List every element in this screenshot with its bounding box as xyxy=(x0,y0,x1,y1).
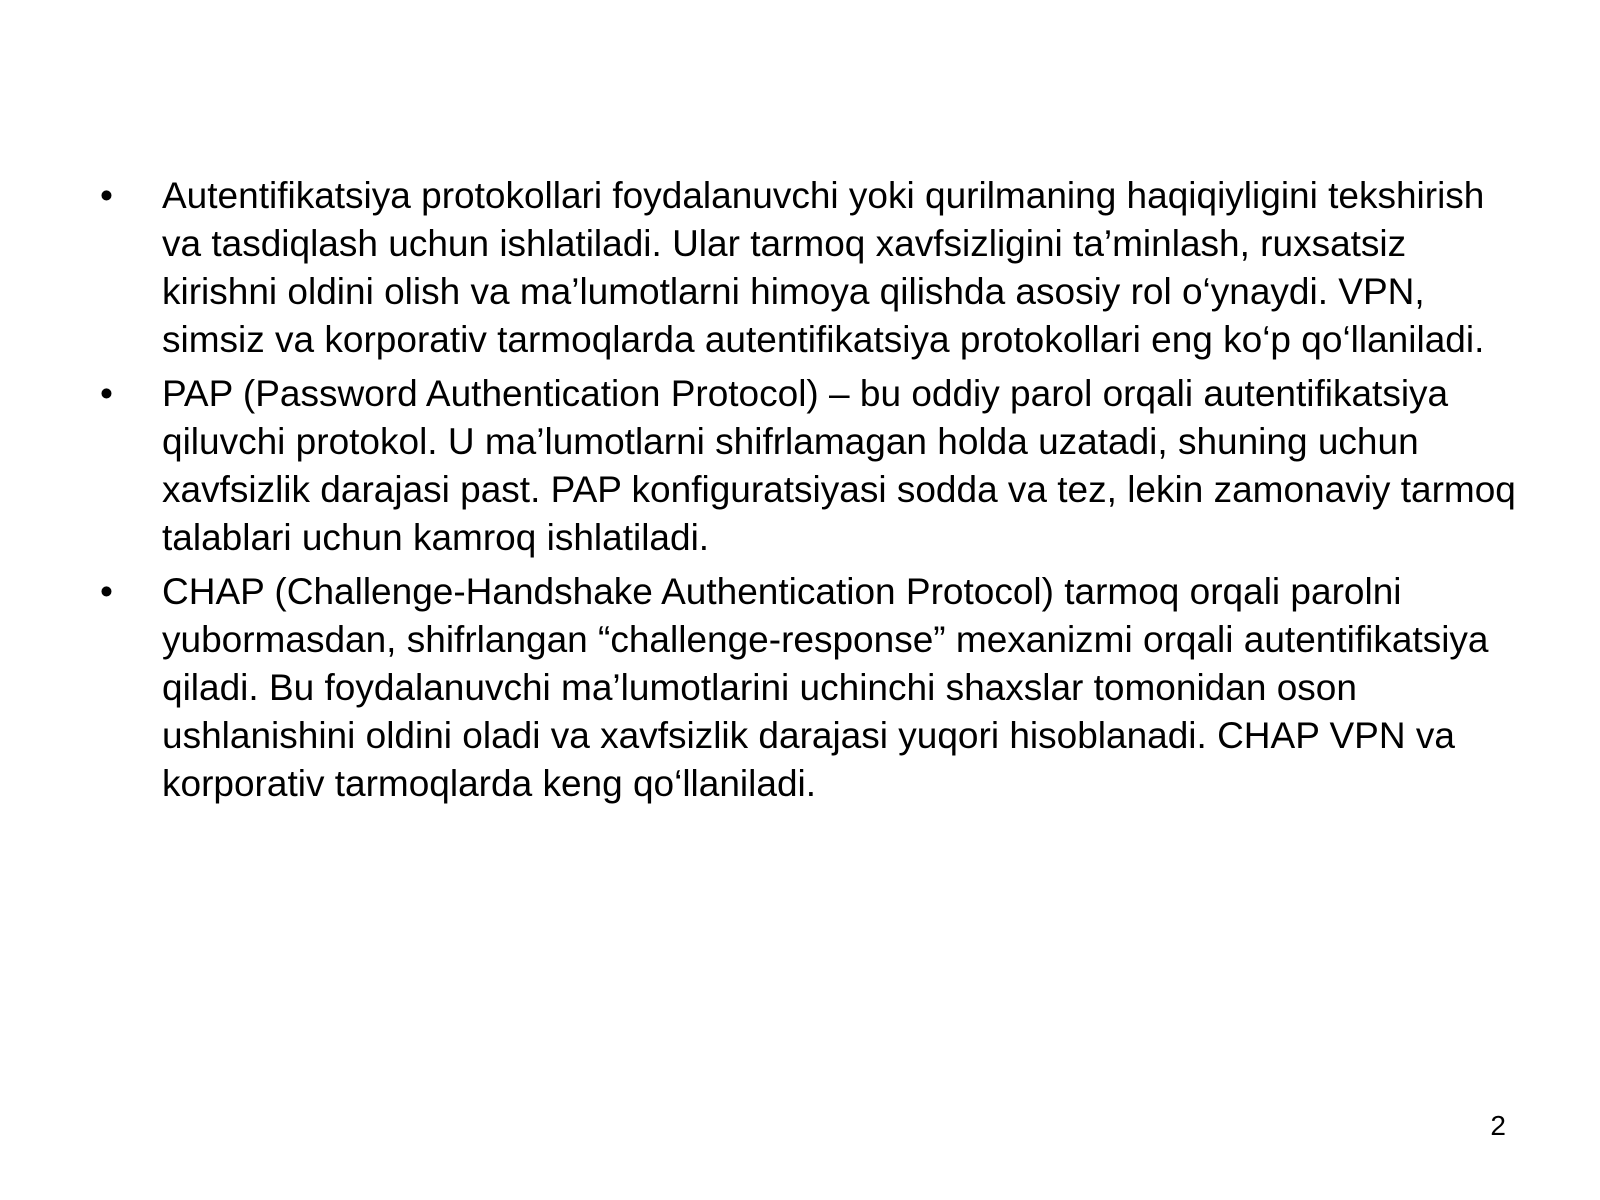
bullet-icon: • xyxy=(100,175,113,216)
bullet-item-authentication-protocols xyxy=(100,172,1520,364)
bullet-text: CHAP (Challenge-Handshake Authentication Protocol) tarmoq orqali parolni yubormasdan, shifrlangan “challenge-response” mexanizmi orqali autentifikatsiya qiladi. Bu foydalanuvchi ma’lumotlarini uchinchi shaxslar tomonidan oson ushlanishini oldini oladi va xavfsizlik darajasi yuqori hisoblanadi. CHAP VPN va korporativ tarmoqlarda keng qo‘llaniladi. xyxy=(162,571,1489,804)
bullet-text: PAP (Password Authentication Protocol) – bu oddiy parol orqali autentifikatsiya qiluvchi protokol. U ma’lumotlarni shifrlamagan holda uzatadi, shuning uchun xavfsizlik darajasi past. PAP konfiguratsiyasi sodda va tez, lekin zamonaviy tarmoq talablari uchun kamroq ishlatiladi. xyxy=(162,373,1516,558)
page-number: 2 xyxy=(1490,1110,1506,1141)
bullet-list xyxy=(100,172,1520,814)
bullet-icon: • xyxy=(100,373,113,414)
bullet-icon: • xyxy=(100,571,113,612)
bullet-text: Autentifikatsiya protokollari foydalanuvchi yoki qurilmaning haqiqiyligini tekshirish va tasdiqlash uchun ishlatiladi. Ular tarmoq xavfsizligini ta’minlash, ruxsatsiz kirishni oldini olish va ma’lumotlarni himoya qilishda asosiy rol o‘ynaydi. VPN, simsiz va korporativ tarmoqlarda autentifikatsiya protokollari eng ko‘p qo‘llaniladi. xyxy=(162,175,1485,360)
bullet-item-pap xyxy=(100,370,1520,562)
bullet-item-chap xyxy=(100,568,1520,808)
